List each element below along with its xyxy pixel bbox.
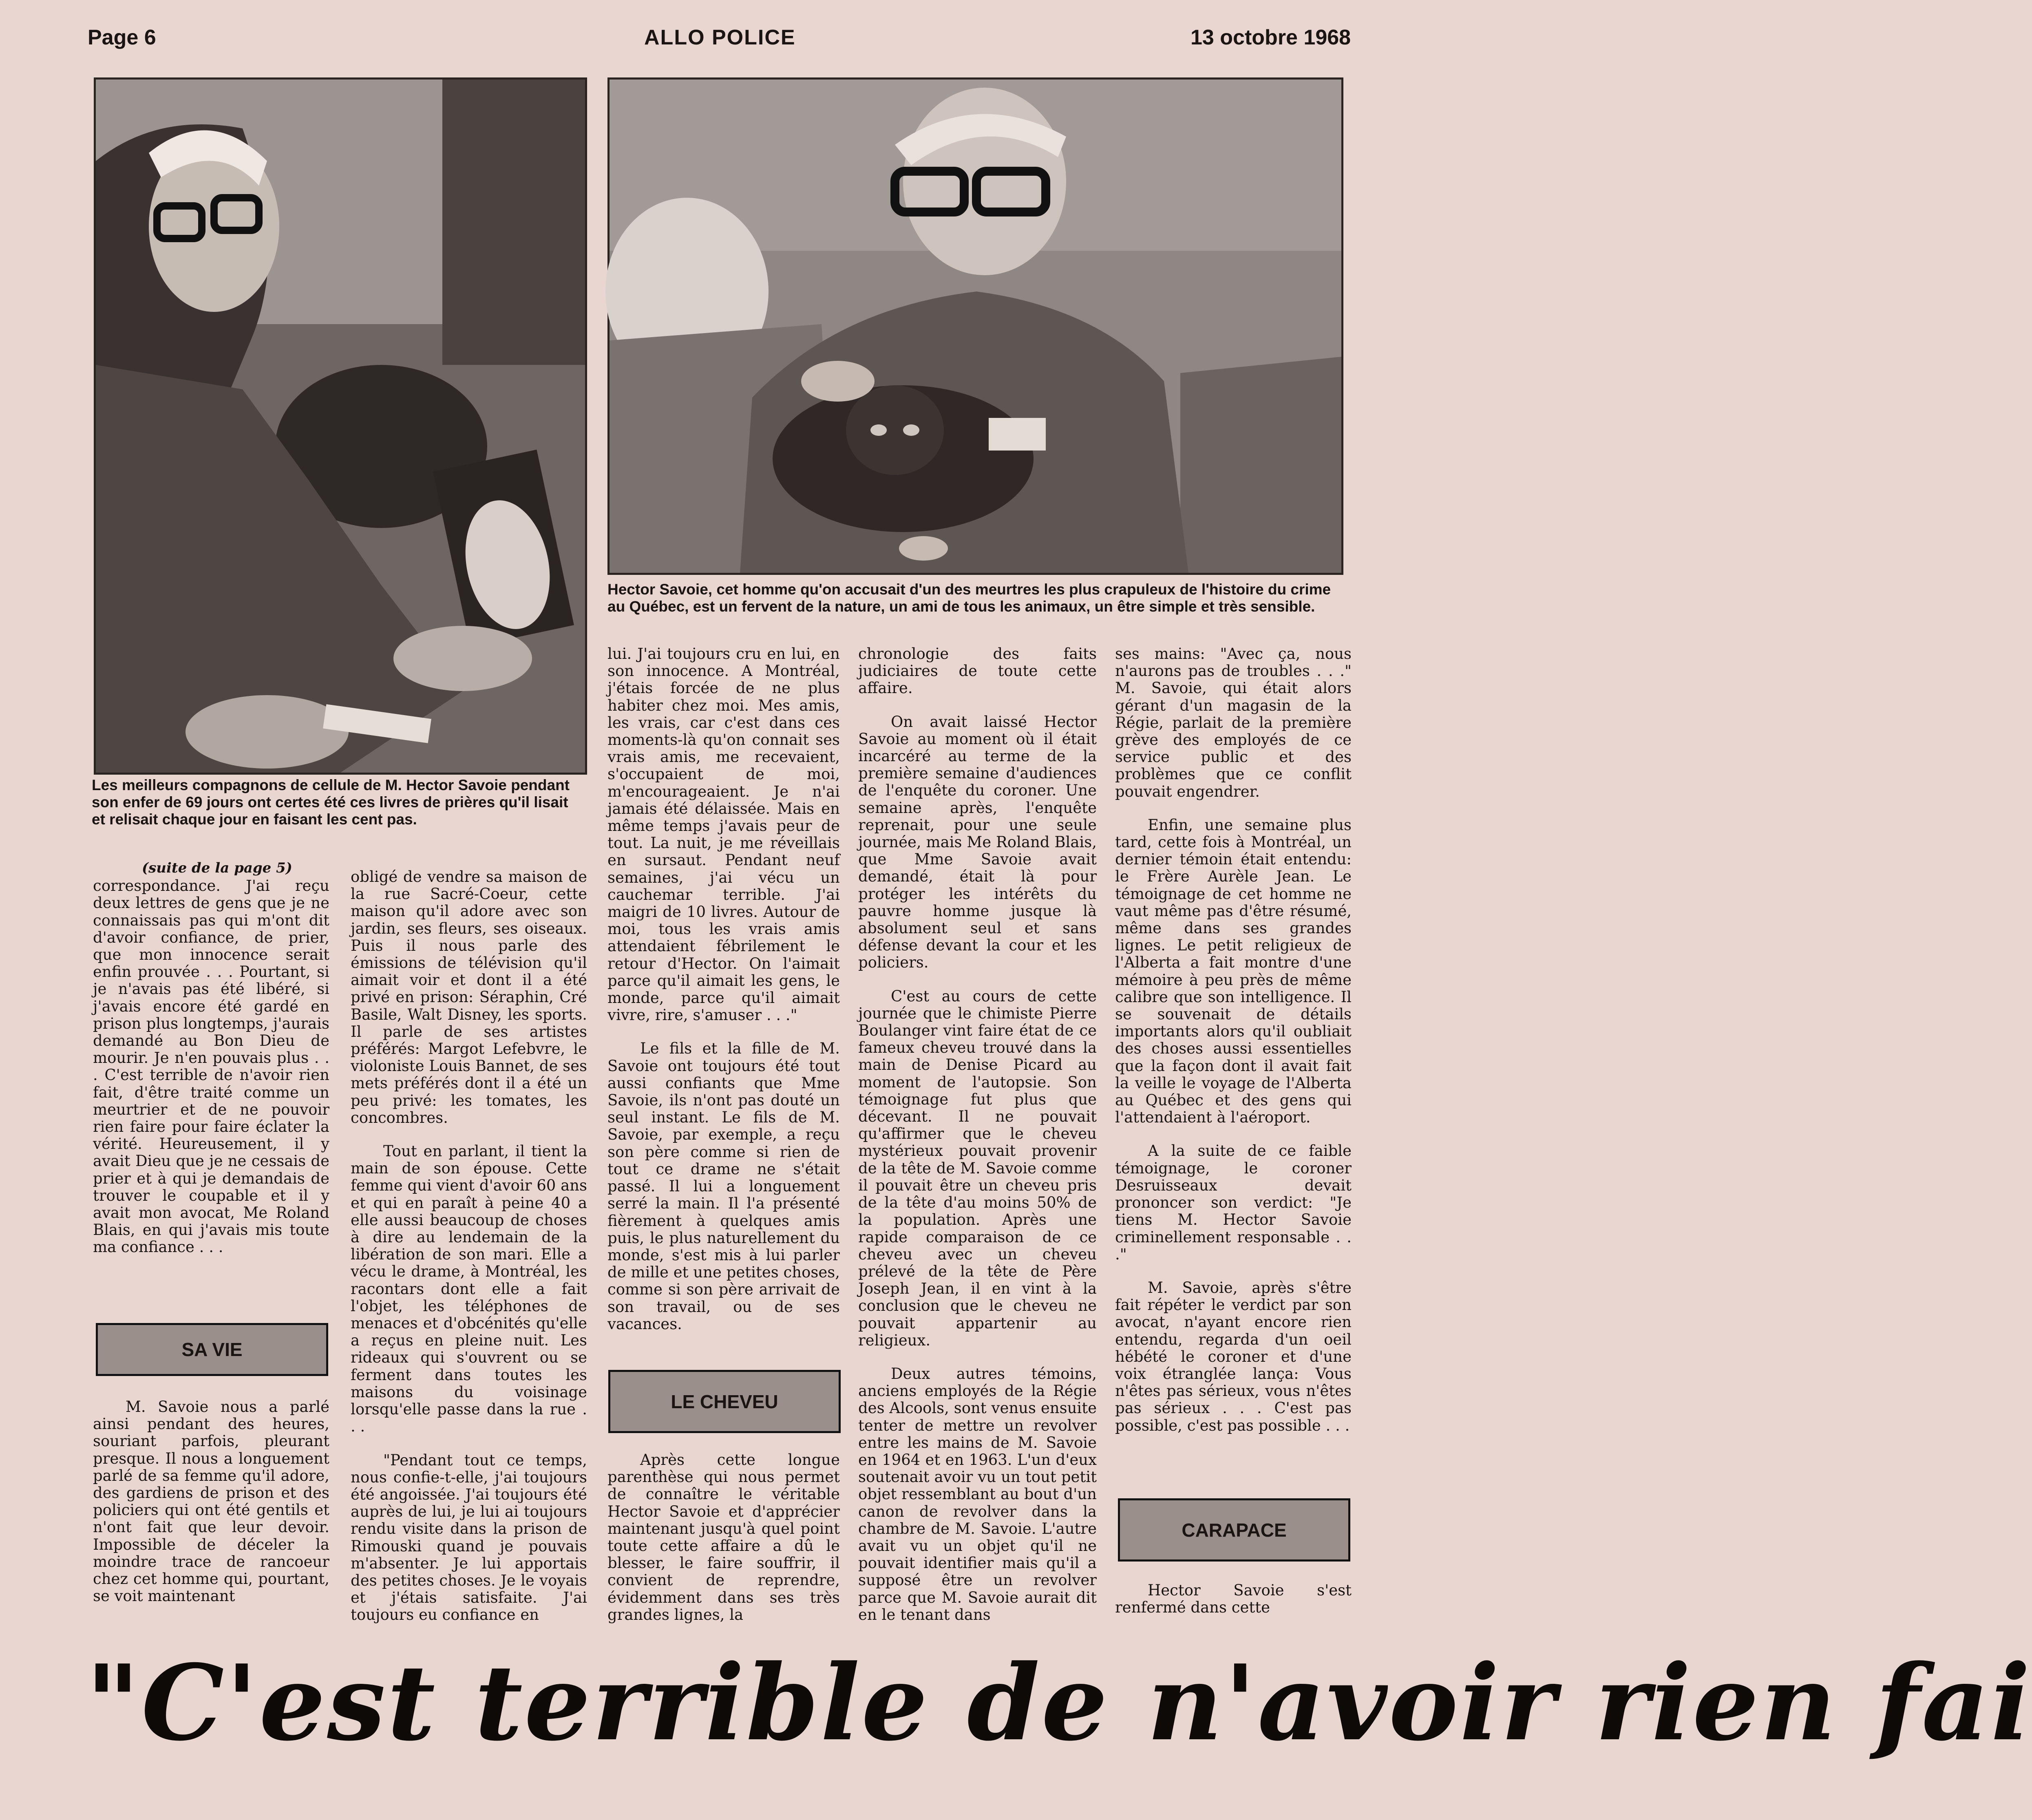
paragraph: obligé de vendre sa maison de la rue Sacré-Coeur, cette maison qu'il adore avec son jardin, ses fleurs, ses oiseaux. Puis il nous parle des émissions de télévision qu'il aimait voir et dont il a été privé en prison: Séraphin, Cré Basile, Walt Disney, les sports. Il parle de ses artistes préférés: Margot Lefebvre, le violoniste Louis Bannet, de ses mets préférés dont il a été un peu privé: les tomates, les concombres. bbox=[351, 868, 587, 1126]
photo-savoie-books bbox=[94, 77, 587, 775]
article-column-1b bbox=[93, 1398, 329, 1621]
article-column-5 bbox=[1115, 645, 1352, 1451]
section-heading-sa-vie: SA VIE bbox=[96, 1323, 328, 1376]
photo-savoie-cat bbox=[607, 77, 1343, 575]
paragraph: Enfin, une semaine plus tard, cette fois à Montréal, un dernier témoin était entendu: le Frère Aurèle Jean. Le témoignage de cet homme ne vaut même pas d'être résumé, même dans ses grandes lignes. Le petit religieux de l'Alberta a fait montre d'une mémoire à peu près de même calibre que son intelligence. Il se souvenait de détails importants alors qu'il oubliait des choses aussi essentielles que la façon dont il avait fait la veille le voyage de l'Alberta au Québec et des gens qui l'attendaient à l'aéroport. bbox=[1115, 816, 1352, 1126]
paragraph: M. Savoie nous a parlé ainsi pendant des heures, souriant parfois, pleurant presque. Il nous a longuement parlé de sa femme qu'il adore, des gardiens de prison et des policiers qui ont été gentils et n'ont fait que leur devoir. Impossible de déceler la moindre trace de rancoeur chez cet homme qui, pourtant, se voit maintenant bbox=[93, 1398, 329, 1605]
article-column-3 bbox=[607, 645, 840, 1349]
paragraph: Hector Savoie s'est renfermé dans cette bbox=[1115, 1581, 1352, 1617]
section-heading-carapace: CARAPACE bbox=[1118, 1498, 1350, 1562]
paragraph: Après cette longue parenthèse qui nous permet de connaître le véritable Hector Savoie et d'apprécier maintenant jusqu'à quel point toute cette affaire a dû le blesser, le faire souffrir, il convient de reprendre, évidemment dans ses très grandes lignes, la bbox=[607, 1451, 840, 1623]
headline: "C'est terrible de n'avoir rien fai bbox=[86, 1642, 2032, 1764]
paragraph: A la suite de ce faible témoignage, le coroner Desruisseaux devait prononcer son verdict: "Je tiens M. Hector Savoie criminellement responsable . . ." bbox=[1115, 1142, 1352, 1263]
section-heading-le-cheveu: LE CHEVEU bbox=[608, 1370, 841, 1433]
article-column-3b bbox=[607, 1451, 840, 1640]
paragraph: Tout en parlant, il tient la main de son épouse. Cette femme qui vient d'avoir 60 ans et qui en paraît à peine 40 a elle aussi beaucoup de choses à dire au lendemain de la libération de son mari. Elle a vécu le drame, à Montréal, les racontars dont elle a fait l'objet, les téléphones de menaces et d'obcénités qu'elle a reçus en pleine nuit. Les rideaux qui s'ouvrent ou se ferment dans toutes les maisons du voisinage lorsqu'elle passe dans la rue . . . bbox=[351, 1142, 587, 1436]
caption-cat-photo: Hector Savoie, cet homme qu'on accusait d'un des meurtres les plus crapuleux de l'histoire du crime au Québec, est un fervent de la nature, un ami de tous les animaux, un être simple et très sensible. bbox=[607, 581, 1331, 615]
paragraph: correspondance. J'ai reçu deux lettres de gens que je ne connaissais pas qui m'ont dit d'avoir confiance, de prier, que mon innocence serait enfin prouvée . . . Pourtant, si je n'avais pas été libéré, si j'avais encore été gardé en prison plus longtemps, j'aurais demandé au Bon Dieu de mourir. Je n'en pouvais plus . . . C'est terrible de n'avoir rien fait, d'être traité comme un meurtrier et de ne pouvoir rien faire pour faire éclater la vérité. Heureusement, il y avait Dieu que je ne cessais de prier et à qui je demandais de trouver le coupable et il y avait mon avocat, Me Roland Blais, en qui j'avais mis toute ma confiance . . . bbox=[93, 877, 329, 1256]
paragraph: C'est au cours de cette journée que le chimiste Pierre Boulanger vint faire état de ce fameux cheveu trouvé dans la main de Denise Picard au moment de l'autopsie. Son témoignage fut plus que décevant. Il ne pouvait qu'affirmer que le cheveu mystérieux pouvait provenir de la tête de M. Savoie comme il pouvait être un cheveu pris de la tête d'au moins 50% de la population. Après une rapide comparaison de ce cheveu avec un cheveu prélevé de la tête de Père Joseph Jean, il en vint à la conclusion que le cheveu ne pouvait appartenir au religieux. bbox=[858, 987, 1097, 1349]
article-column-2 bbox=[351, 868, 587, 1640]
paragraph: ses mains: "Avec ça, nous n'aurons pas de troubles . . ." M. Savoie, qui était alors gérant d'un magasin de la Régie, parlait de la première grève des employés de ce service public et des problèmes que ce conflit pouvait engendrer. bbox=[1115, 645, 1352, 800]
page-number: Page 6 bbox=[88, 26, 156, 49]
paragraph: Le fils et la fille de M. Savoie ont toujours été tout aussi confiants que Mme Savoie, ils n'ont pas douté un seul instant. Le fils de M. Savoie, par exemple, a reçu son père comme si rien de tout ce drame ne s'était passé. Il lui a longuement serré la main. Il l'a présenté fièrement à quelques amis puis, le plus naturellement du monde, s'est mis à lui parler de mille et une petites choses, comme si son père arrivait de son travail, ou de ses vacances. bbox=[607, 1040, 840, 1333]
publication-name: ALLO POLICE bbox=[644, 26, 796, 49]
paragraph: Deux autres témoins, anciens employés de la Régie des Alcools, sont venus ensuite tenter de mettre un revolver entre les mains de M. Savoie en 1964 et en 1963. L'un d'eux soutenait avoir vu un tout petit objet ressemblant au bout d'un canon de revolver dans la chambre de M. Savoie. L'autre avait vu un objet qu'il ne pouvait identifier mais qu'il a supposé être un revolver parce que M. Savoie aurait dit en le tenant dans bbox=[858, 1365, 1097, 1623]
issue-date: 13 octobre 1968 bbox=[1190, 26, 1351, 49]
paragraph: "Pendant tout ce temps, nous confie-t-elle, j'ai toujours été angoissée. J'ai toujours été auprès de lui, je lui ai toujours rendu visite dans la prison de Rimouski quand je pouvais m'absenter. Je lui apportais des petites choses. Je le voyais et j'étais satisfaite. J'ai toujours eu confiance en bbox=[351, 1451, 587, 1624]
paragraph: chronologie des faits judiciaires de toute cette affaire. bbox=[858, 645, 1097, 697]
caption-books-photo: Les meilleurs compagnons de cellule de M. Hector Savoie pendant son enfer de 69 jours ont certes été ces livres de prières qu'il lisait et relisait chaque jour en faisant les cent pas. bbox=[92, 777, 570, 828]
paragraph: On avait laissé Hector Savoie au moment où il était incarcéré au terme de la première semaine d'audiences de l'enquête du coroner. Une semaine après, l'enquête reprenait, pour une seule journée, mais Me Roland Blais, que Mme Savoie avait demandé, était là pour protéger les intérêts du pauvre homme jusque là absolument seul et sans défense devant la cour et les policiers. bbox=[858, 713, 1097, 972]
paragraph: lui. J'ai toujours cru en lui, en son innocence. A Montréal, j'étais forcée de ne plus habiter chez moi. Mes amis, les vrais, car c'est dans ces moments-là qu'on connait ses vrais amis, me recevaient, s'occupaient de moi, m'encourageaient. Je n'ai jamais été délaissée. Mais en même temps j'avais peur de tout. La nuit, je me réveillais en sursaut. Pendant neuf semaines, j'ai vécu un cauchemar terrible. J'ai maigri de 10 livres. Autour de moi, tous les vrais amis attendaient fébrilement le retour d'Hector. On l'aimait parce qu'il aimait les gens, le monde, parce qu'il aimait vivre, rire, s'amuser . . ." bbox=[607, 645, 840, 1024]
article-column-1 bbox=[93, 859, 329, 1272]
continuation-note: (suite de la page 5) bbox=[142, 860, 292, 876]
article-column-5b bbox=[1115, 1582, 1352, 1632]
paragraph: M. Savoie, après s'être fait répéter le verdict par son avocat, n'ayant encore rien entendu, regarda d'un oeil hébété le coroner et d'une voix étranglée lança: Vous n'êtes pas sérieux, vous n'êtes pas sérieux . . . C'est pas possible, c'est pas possible . . . bbox=[1115, 1279, 1352, 1434]
article-column-4 bbox=[858, 645, 1097, 1640]
